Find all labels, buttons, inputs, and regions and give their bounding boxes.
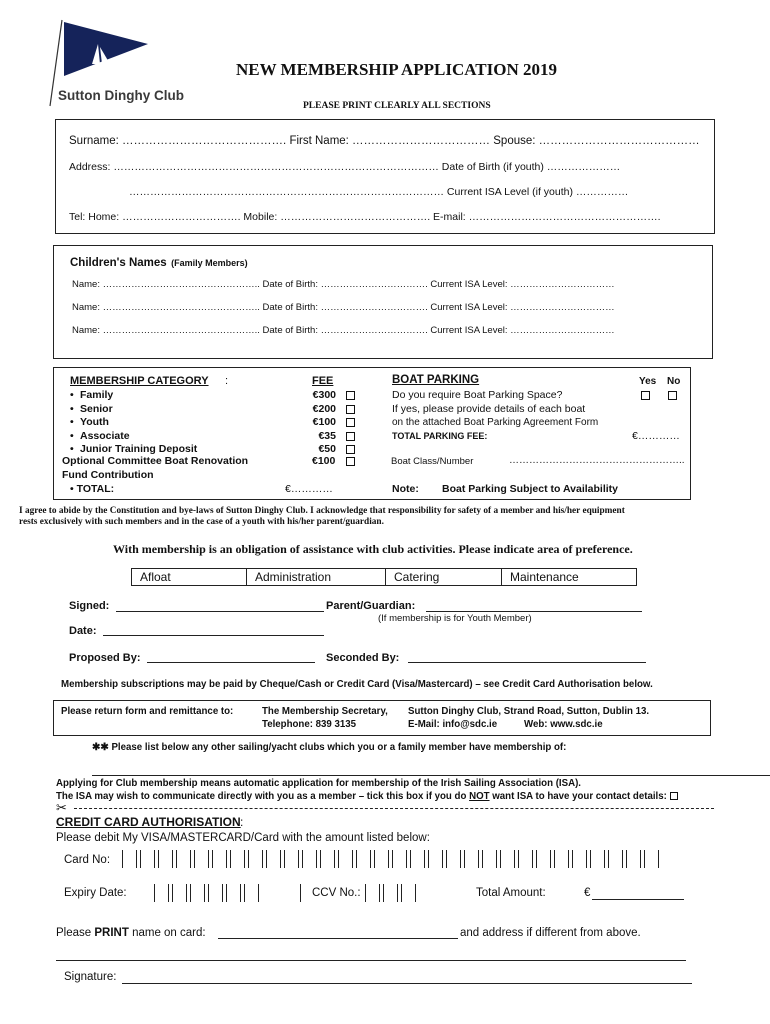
bullet-icon: •	[70, 443, 74, 455]
digit-cell[interactable]	[608, 850, 623, 868]
expiry-cells[interactable]	[154, 884, 262, 902]
parking-note-text: Boat Parking Subject to Availability	[442, 483, 619, 495]
isa-line-2	[56, 791, 678, 802]
digit-cell[interactable]	[190, 884, 205, 902]
bullet-icon: •	[70, 389, 74, 401]
digit-cell[interactable]	[356, 850, 371, 868]
membership-category-row	[70, 403, 360, 416]
digit-cell[interactable]	[158, 850, 173, 868]
parking-details-2: on the attached Boat Parking Agreement Form	[392, 417, 599, 428]
child-row-3[interactable]: Name: ………………………………………….. Date of Birth: ……………………………. Current ISA Level: ……………………………	[72, 325, 615, 336]
membership-category-label: Youth	[80, 416, 109, 428]
parking-no-checkbox[interactable]	[668, 391, 677, 400]
total-row: • TOTAL:	[70, 483, 115, 495]
digit-cell[interactable]	[626, 850, 641, 868]
membership-category-row	[70, 430, 360, 443]
address-row[interactable]: Address: ………………………………………………………………………………… Date of Birth (if youth) …………………	[69, 161, 621, 173]
children-heading-note: (Family Members)	[171, 258, 248, 268]
surname-row[interactable]: Surname: ……………………………………. First Name: ……………………………… Spouse: ……………………………………	[69, 135, 700, 147]
print-b: PRINT	[94, 927, 129, 939]
digit-cell[interactable]	[554, 850, 569, 868]
name-on-card-line[interactable]	[218, 938, 458, 939]
parking-total-label: TOTAL PARKING FEE:	[392, 431, 488, 441]
isa-line-2c: want ISA to have your contact details:	[492, 791, 667, 802]
digit-cell[interactable]	[482, 850, 497, 868]
digit-cell[interactable]	[176, 850, 191, 868]
membership-category-checkbox[interactable]	[346, 432, 355, 441]
membership-category-fee: €50	[318, 443, 336, 455]
child-row-2[interactable]: Name: ………………………………………….. Date of Birth: ……………………………. Current ISA Level: ……………………………	[72, 302, 615, 313]
digit-cell[interactable]	[590, 850, 605, 868]
digit-cell[interactable]	[446, 850, 461, 868]
bullet-icon: •	[70, 402, 74, 415]
other-clubs-line[interactable]	[92, 775, 770, 776]
credit-card-instruction: Please debit My VISA/MASTERCARD/Card with the amount listed below:	[56, 832, 430, 844]
digit-cell[interactable]	[500, 850, 515, 868]
parking-total-value[interactable]: €…………	[632, 430, 680, 442]
scissors-icon: ✂	[56, 800, 67, 815]
isa-line-2a: The ISA may wish to communicate directly with you as a member – tick this box if you do	[56, 791, 467, 802]
digit-cell[interactable]	[383, 884, 398, 902]
agreement-line-2: rests exclusively with such members and in the case of a youth with his/her parent/guardian.	[19, 517, 384, 527]
digit-cell[interactable]	[338, 850, 353, 868]
digit-cell[interactable]	[365, 884, 380, 902]
membership-category-fee: €35	[318, 429, 336, 442]
membership-category-row	[70, 389, 360, 402]
credit-card-heading: CREDIT CARD AUTHORISATION	[56, 815, 241, 829]
digit-cell[interactable]	[212, 850, 227, 868]
digit-cell[interactable]	[140, 850, 155, 868]
digit-cell[interactable]	[194, 850, 209, 868]
digit-cell[interactable]	[320, 850, 335, 868]
membership-category-checkbox[interactable]	[346, 405, 355, 414]
isa-line-1: Applying for Club membership means automatic application for membership of the Irish Sailing Association (ISA).	[56, 778, 581, 789]
asterisk-icon: ✱✱	[92, 742, 109, 753]
digit-cell[interactable]	[248, 850, 263, 868]
print-c: name on card:	[132, 927, 206, 939]
children-heading: Children's Names	[70, 257, 167, 269]
total-amount-line[interactable]	[592, 899, 684, 900]
address-diff-label: and address if different from above.	[460, 927, 641, 939]
print-a: Please	[56, 927, 92, 939]
digit-cell[interactable]	[244, 884, 259, 902]
boat-class-label: Boat Class/Number	[391, 456, 474, 467]
child-row-1[interactable]: Name: ………………………………………….. Date of Birth: ……………………………. Current ISA Level: ……………………………	[72, 279, 615, 290]
date-line[interactable]	[103, 635, 324, 636]
return-email: E-Mail: info@sdc.ie	[408, 719, 498, 730]
digit-cell[interactable]	[154, 884, 169, 902]
digit-cell[interactable]	[302, 850, 317, 868]
expiry-label: Expiry Date:	[64, 887, 127, 899]
fee-heading: FEE	[312, 375, 334, 387]
seconded-line[interactable]	[408, 662, 646, 663]
parking-question: Do you require Boat Parking Space?	[392, 389, 563, 401]
telephone-row[interactable]: Tel: Home: ……………………………. Mobile: ……………………………………. E-mail: ……………………………………………….	[69, 211, 661, 223]
signature-line[interactable]	[122, 983, 692, 984]
optional-fee: €100	[312, 455, 336, 467]
preference-heading: With membership is an obligation of assistance with club activities. Please indicate area of preference.	[113, 542, 633, 556]
optional-fee-checkbox[interactable]	[346, 457, 355, 466]
membership-category-fee: €200	[312, 402, 336, 415]
proposed-label: Proposed By:	[69, 652, 141, 664]
club-logo	[40, 14, 200, 109]
digit-cell[interactable]	[122, 850, 137, 868]
date-label: Date:	[69, 625, 97, 637]
parking-heading: BOAT PARKING	[392, 374, 480, 386]
digit-cell[interactable]	[374, 850, 389, 868]
other-clubs-text: Please list below any other sailing/yacht clubs which you or a family member have membership of:	[111, 742, 567, 753]
children-heading-row	[70, 253, 248, 271]
signed-label: Signed:	[69, 600, 110, 612]
preference-maintenance[interactable]: Maintenance	[510, 570, 579, 584]
page-title: NEW MEMBERSHIP APPLICATION 2019	[236, 60, 557, 79]
membership-category-fee: €300	[312, 389, 336, 401]
digit-cell[interactable]	[266, 850, 281, 868]
card-address-line[interactable]	[56, 960, 686, 961]
parking-yes-label: Yes	[639, 376, 657, 387]
preference-administration[interactable]: Administration	[247, 569, 386, 585]
card-number-label: Card No:	[64, 854, 111, 866]
card-number-cells[interactable]	[122, 850, 662, 868]
isa-opt-out-checkbox[interactable]	[670, 792, 678, 800]
total-amount-euro: €	[584, 887, 591, 899]
digit-cell[interactable]	[536, 850, 551, 868]
parent-label: Parent/Guardian:	[326, 600, 416, 612]
signed-line[interactable]	[116, 611, 324, 612]
payment-note: Membership subscriptions may be paid by Cheque/Cash or Credit Card (Visa/Mastercard) – see Credit Card Authorisation below.	[61, 679, 653, 690]
isa-not: NOT	[469, 791, 490, 802]
membership-category-label: Family	[80, 389, 114, 401]
page-subtitle: PLEASE PRINT CLEARLY ALL SECTIONS	[303, 101, 491, 111]
total-label: TOTAL:	[76, 483, 115, 495]
personal-details-box	[55, 119, 715, 234]
digit-cell[interactable]	[230, 850, 245, 868]
children-box	[53, 245, 713, 359]
digit-cell[interactable]	[410, 850, 425, 868]
digit-cell[interactable]	[428, 850, 443, 868]
return-to: The Membership Secretary,	[262, 706, 388, 717]
ccv-label: CCV No.:	[312, 887, 361, 899]
boat-class-field[interactable]: ……………………………………………..	[509, 455, 685, 466]
return-web: Web: www.sdc.ie	[524, 719, 603, 730]
return-address: Sutton Dinghy Club, Strand Road, Sutton, Dublin 13.	[408, 706, 650, 717]
address-row-2[interactable]: ……………………………………………………………………………… Current ISA Level (if youth) ……………	[129, 186, 629, 198]
parking-no-label: No	[667, 376, 681, 387]
signature-label: Signature:	[64, 971, 117, 983]
parent-line[interactable]	[426, 611, 642, 612]
membership-category-label: Junior Training Deposit	[80, 443, 198, 455]
digit-cell[interactable]	[644, 850, 659, 868]
parking-yes-checkbox[interactable]	[641, 391, 650, 400]
other-clubs-row	[92, 742, 566, 753]
digit-cell[interactable]	[226, 884, 241, 902]
preference-afloat[interactable]: Afloat	[132, 569, 247, 585]
digit-cell[interactable]	[401, 884, 416, 902]
membership-category-row	[70, 416, 360, 429]
membership-category-checkbox[interactable]	[346, 445, 355, 454]
digit-cell[interactable]	[518, 850, 533, 868]
total-value[interactable]: €…………	[285, 483, 333, 495]
cut-line	[74, 808, 714, 809]
agreement-line-1: I agree to abide by the Constitution and bye-laws of Sutton Dinghy Club. I acknowledge that responsibility for safety of a member and his/her equipment	[19, 506, 625, 516]
membership-category-label: Senior	[80, 402, 113, 415]
proposed-line[interactable]	[147, 662, 315, 663]
print-name-row	[56, 927, 206, 939]
ccv-cells[interactable]	[365, 884, 419, 902]
bullet-icon: •	[70, 429, 74, 442]
membership-box: MEMBERSHIP CATEGORY : FEE • Family €300 • Senior €200 • Youth €100 • Associate €35 • Junior Training Deposit €50 Optional Committee Boat Renovation Fund Contribution €100 • TOTAL: €………… BOAT PARKING Yes No Do you require Boat Parking Space? If yes, please provide details of each boat on the attached Boat Parking Agreement Form TOTAL PARKING FEE: €………… Boat Class/Number …………………………………………….. Note: Boat Parking Subject to Availability	[53, 367, 691, 500]
preference-table	[131, 568, 637, 586]
membership-category-checkbox[interactable]	[346, 391, 355, 400]
digit-cell[interactable]	[172, 884, 187, 902]
return-telephone: Telephone: 839 3135	[262, 719, 357, 730]
return-label: Please return form and remittance to:	[61, 706, 234, 717]
optional-label-2: Fund Contribution	[62, 469, 154, 481]
optional-label-1: Optional Committee Boat Renovation	[62, 455, 249, 467]
digit-cell[interactable]	[208, 884, 223, 902]
membership-category-fee: €100	[312, 416, 336, 428]
digit-cell[interactable]	[572, 850, 587, 868]
digit-cell[interactable]	[392, 850, 407, 868]
seconded-label: Seconded By:	[326, 652, 400, 664]
membership-category-label: Associate	[80, 429, 130, 442]
return-box	[53, 700, 711, 736]
digit-cell[interactable]	[464, 850, 479, 868]
club-name: Sutton Dinghy Club	[58, 88, 184, 103]
membership-category-checkbox[interactable]	[346, 418, 355, 427]
parent-note: (If membership is for Youth Member)	[378, 613, 532, 624]
parking-note-label: Note:	[392, 483, 419, 495]
total-amount-label: Total Amount:	[476, 887, 546, 899]
membership-heading: MEMBERSHIP CATEGORY	[70, 375, 209, 387]
preference-catering[interactable]: Catering	[386, 569, 502, 585]
digit-cell[interactable]	[284, 850, 299, 868]
parking-details-1: If yes, please provide details of each boat	[392, 403, 586, 415]
bullet-icon: •	[70, 416, 74, 428]
